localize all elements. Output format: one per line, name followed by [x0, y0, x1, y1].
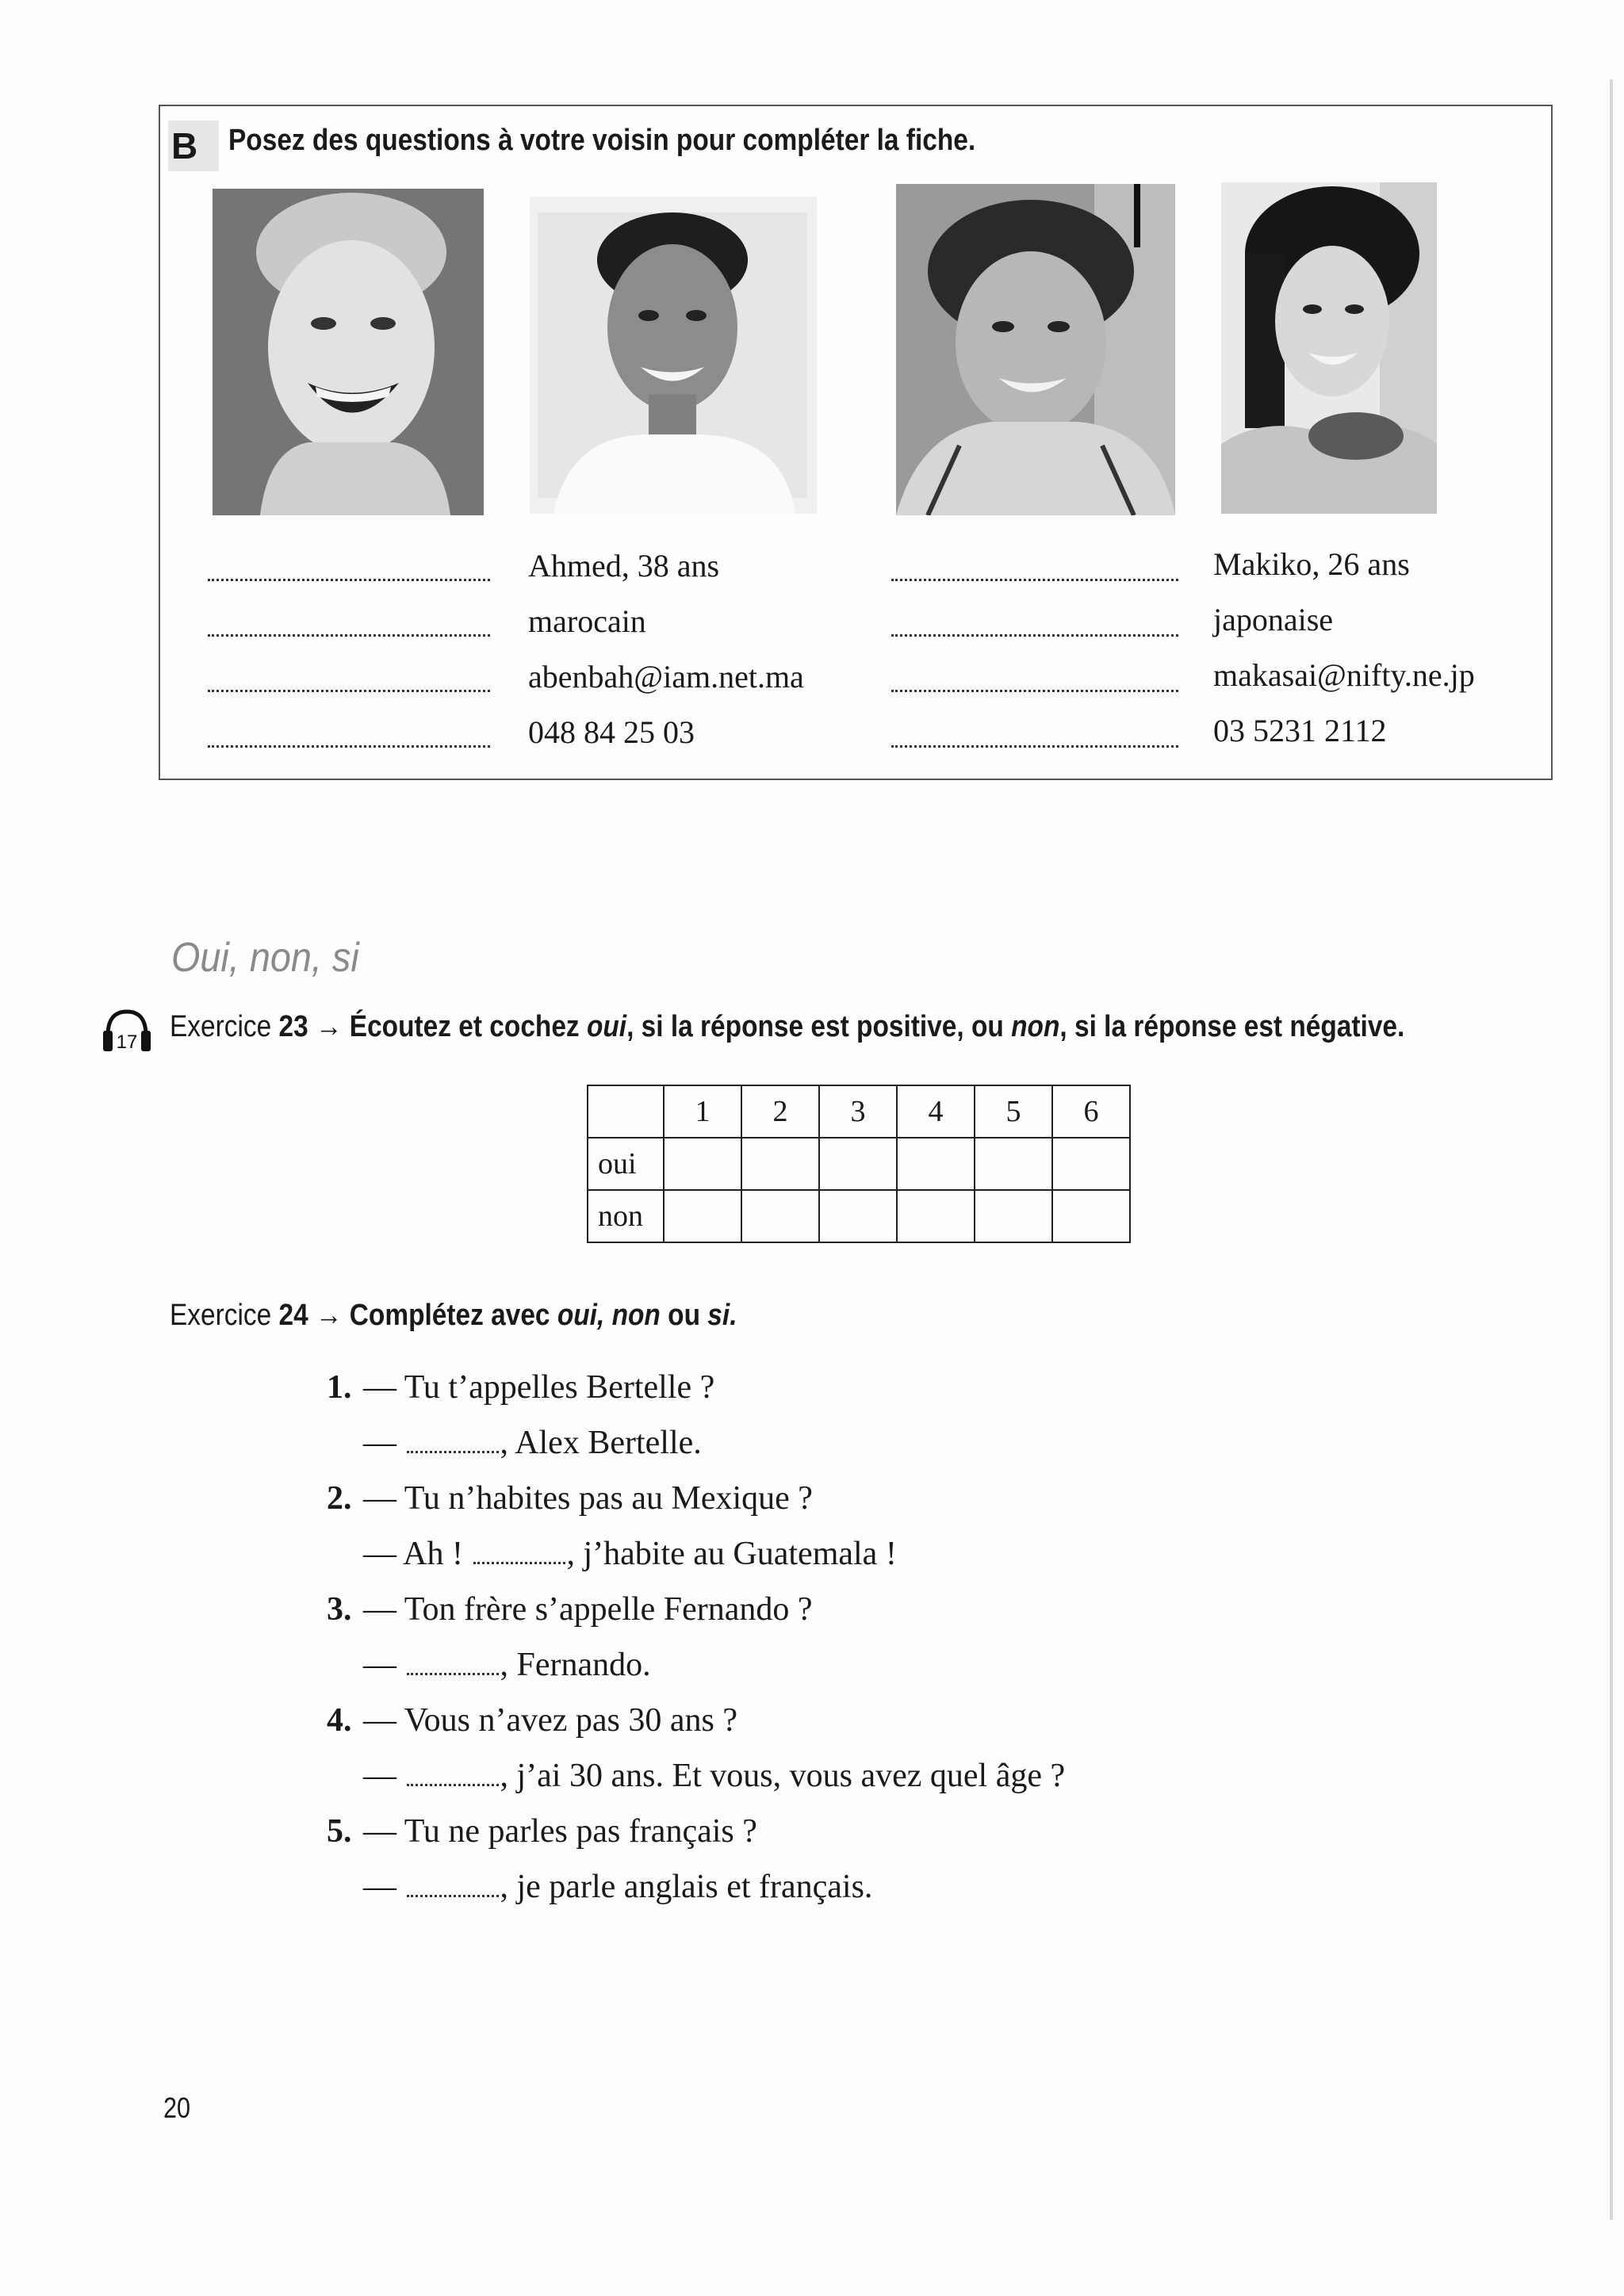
question-line: [327, 1479, 813, 1517]
keyword-non: non: [1011, 1010, 1060, 1043]
keyword-non: non: [611, 1299, 661, 1332]
photo-woman-laughing: [213, 189, 484, 515]
exercise-number: 24: [278, 1299, 308, 1332]
row-header: non: [588, 1190, 664, 1242]
answer-text: , Alex Bertelle.: [500, 1425, 702, 1461]
keyword-oui: oui: [586, 1010, 627, 1043]
question-line: [327, 1590, 813, 1628]
arrow-icon: →: [316, 1299, 343, 1332]
row-header: oui: [588, 1138, 664, 1190]
answer-prefix: —: [363, 1425, 396, 1461]
column-header: 1: [664, 1085, 741, 1138]
blank-line-phone[interactable]: [208, 745, 490, 748]
exercise-label: Exercice: [170, 1010, 272, 1043]
column-header: 3: [819, 1085, 897, 1138]
checkbox-cell[interactable]: [819, 1190, 897, 1242]
question-text: — Tu n’habites pas au Mexique ?: [363, 1480, 813, 1517]
answer-text: , Fernando.: [500, 1647, 651, 1683]
person-nationality: marocain: [528, 603, 646, 639]
answer-blank[interactable]: [407, 1673, 499, 1675]
answer-prefix: —: [363, 1869, 396, 1905]
answer-prefix: —: [363, 1758, 396, 1794]
checkbox-cell[interactable]: [664, 1138, 741, 1190]
headphones-audio-icon[interactable]: [102, 1008, 152, 1053]
item-number: 4.: [327, 1702, 352, 1739]
photo-young-man-curly-hair: [896, 184, 1175, 515]
checkbox-cell[interactable]: [897, 1190, 975, 1242]
question-line: [327, 1812, 757, 1850]
checkbox-cell[interactable]: [664, 1190, 741, 1242]
answer-text: , je parle anglais et français.: [500, 1869, 873, 1905]
exercise-23-instruction: [170, 1010, 1404, 1044]
answer-text: , j’habite au Guatemala !: [566, 1536, 897, 1572]
column-header: 2: [741, 1085, 819, 1138]
section-letter: B: [168, 121, 219, 171]
exercise-label: Exercice: [170, 1299, 272, 1332]
item-number: 3.: [327, 1591, 352, 1628]
blank-line-nationality[interactable]: [891, 634, 1178, 637]
table-corner-cell: [588, 1085, 664, 1138]
person-email: abenbah@iam.net.ma: [528, 659, 804, 695]
checkbox-cell[interactable]: [897, 1138, 975, 1190]
keyword-si: si.: [707, 1299, 737, 1332]
answer-line: [363, 1535, 897, 1573]
person-phone: 048 84 25 03: [528, 714, 695, 750]
question-text: — Vous n’avez pas 30 ans ?: [363, 1702, 738, 1739]
answer-line: [363, 1757, 1065, 1795]
question-text: — Tu ne parles pas français ?: [363, 1813, 757, 1850]
column-header: 4: [897, 1085, 975, 1138]
table-row: [588, 1138, 1130, 1190]
answer-line: [363, 1424, 702, 1462]
instruction-part: Écoutez et cochez: [349, 1010, 580, 1043]
item-number: 2.: [327, 1480, 352, 1517]
answer-grid: [587, 1085, 1131, 1243]
instruction-part: ou: [668, 1299, 701, 1332]
column-header: 5: [975, 1085, 1052, 1138]
person-name-age: Ahmed, 38 ans: [528, 548, 720, 584]
checkbox-cell[interactable]: [741, 1190, 819, 1242]
checkbox-cell[interactable]: [975, 1138, 1052, 1190]
answer-prefix: —: [363, 1647, 396, 1683]
column-header: 6: [1052, 1085, 1130, 1138]
answer-text: , j’ai 30 ans. Et vous, vous avez quel âge ?: [500, 1758, 1066, 1794]
instruction-part: , si la réponse est négative.: [1059, 1010, 1405, 1043]
table-row: [588, 1190, 1130, 1242]
checkbox-cell[interactable]: [741, 1138, 819, 1190]
question-line: [327, 1368, 714, 1406]
blank-line-email[interactable]: [891, 690, 1178, 692]
question-text: — Tu t’appelles Bertelle ?: [363, 1369, 715, 1406]
answer-prefix: — Ah !: [363, 1536, 463, 1572]
item-number: 1.: [327, 1369, 352, 1406]
section-b-instruction: Posez des questions à votre voisin pour compléter la fiche.: [228, 124, 976, 157]
audio-track-number: 17: [116, 1031, 138, 1053]
page-edge-shadow: [1610, 79, 1613, 2220]
person-email: makasai@nifty.ne.jp: [1213, 657, 1475, 693]
question-text: — Ton frère s’appelle Fernando ?: [363, 1591, 813, 1628]
checkbox-cell[interactable]: [1052, 1138, 1130, 1190]
person-phone: 03 5231 2112: [1213, 713, 1387, 748]
answer-blank[interactable]: [407, 1784, 499, 1786]
answer-line: [363, 1868, 872, 1906]
person-name-age: Makiko, 26 ans: [1213, 546, 1410, 582]
checkbox-cell[interactable]: [1052, 1190, 1130, 1242]
blank-line-name[interactable]: [208, 579, 490, 581]
exercise-24-instruction: [170, 1299, 737, 1333]
instruction-part: Complétez avec: [349, 1299, 550, 1332]
answer-blank[interactable]: [473, 1562, 565, 1564]
blank-line-phone[interactable]: [891, 745, 1178, 748]
answer-blank[interactable]: [407, 1451, 499, 1453]
item-number: 5.: [327, 1813, 352, 1850]
section-title: Oui, non, si: [171, 935, 359, 981]
photo-man-smiling: [530, 197, 817, 514]
table-header-row: [588, 1085, 1130, 1138]
person-nationality: japonaise: [1213, 602, 1334, 637]
photo-woman-with-dog: [1221, 182, 1437, 514]
keyword-oui: oui,: [557, 1299, 605, 1332]
answer-blank[interactable]: [407, 1895, 499, 1897]
blank-line-email[interactable]: [208, 690, 490, 692]
checkbox-cell[interactable]: [819, 1138, 897, 1190]
question-line: [327, 1701, 737, 1739]
instruction-part: , si la réponse est positive, ou: [626, 1010, 1004, 1043]
arrow-icon: →: [316, 1010, 343, 1043]
answer-line: [363, 1646, 651, 1684]
blank-line-name[interactable]: [891, 579, 1178, 581]
blank-line-nationality[interactable]: [208, 634, 490, 637]
exercise-number: 23: [278, 1010, 308, 1043]
checkbox-cell[interactable]: [975, 1190, 1052, 1242]
page-number: 20: [163, 2091, 191, 2124]
